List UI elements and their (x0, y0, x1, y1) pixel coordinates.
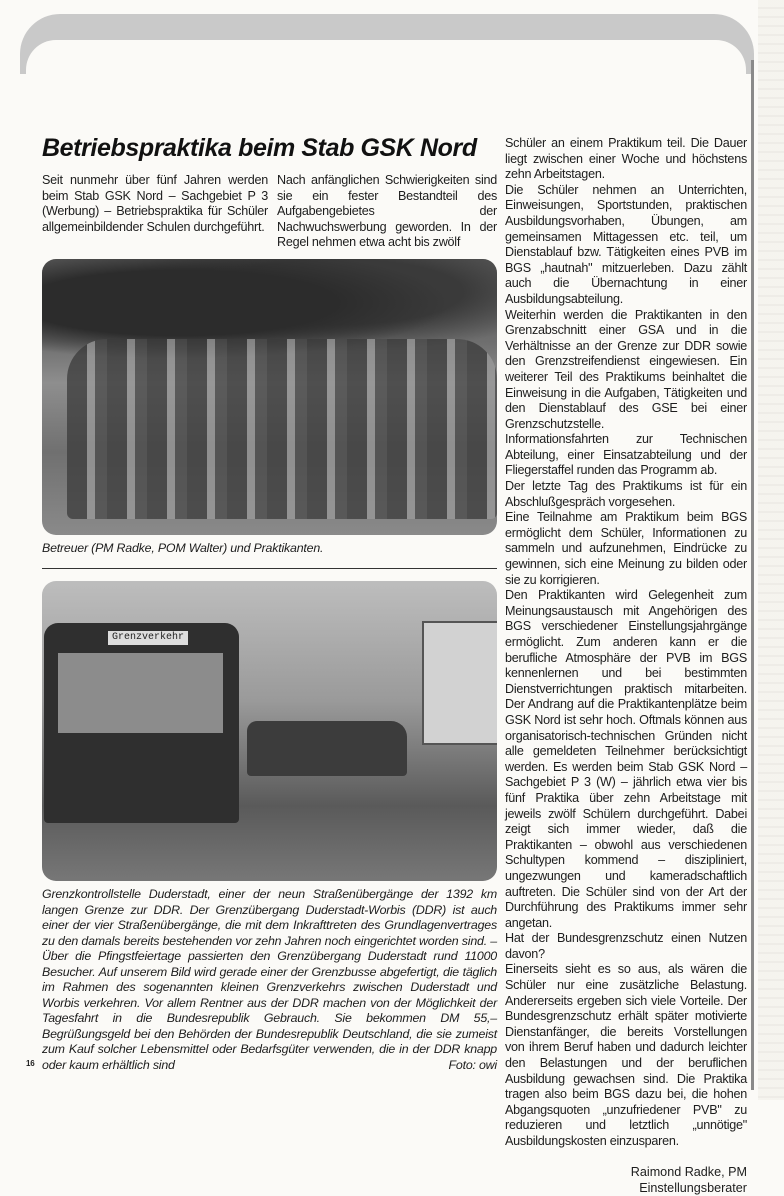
photo-caption: Betreuer (PM Radke, POM Walter) und Praktikanten. (42, 540, 324, 555)
right-section (505, 136, 747, 1196)
group-of-people (67, 339, 497, 519)
intro-column-1 (42, 173, 268, 251)
scan-edge (758, 0, 784, 1100)
paragraph: Der letzte Tag des Praktikums ist für ein Abschlußgespräch vorgesehen. (505, 479, 747, 509)
page-header-inner (26, 40, 746, 100)
main-column (505, 136, 747, 1150)
left-section (26, 133, 497, 1073)
paragraph: Die Schüler nehmen an Unterrichten, Einweisungen, Sportstunden, praktischen Ausbildungsvorhaben, Übungen, am gemeinsamen Mittagessen etc. teil, um Dienstablauf bzw. Tätigkeiten eines PVB im BGS „hautnah" mitzuerleben. Dazu zählt auch die Übernachtung in einer Ausbildungsabteilung. (505, 182, 747, 306)
page-right-border (751, 60, 754, 1090)
author-name: Raimond Radke, PM (630, 1164, 747, 1179)
photo-caption (26, 887, 497, 1073)
paragraph: Den Praktikanten wird Gelegenheit zum Meinungsaustausch mit Angehörigen des BGS verschiedener Einstellungsjahrgänge ermöglicht. Zum anderen kann er die berufliche Atmosphäre der PVB im BGS kennenlernen und bei bestimmten Dienstverrichtungen praktisch mitarbeiten. Der Andrang auf die Praktikantenplätze beim GSK Nord ist sehr hoch. Oftmals können aus organisatorisch-technischen Gründen nicht alle gemeldeten Teilnehmer berücksichtigt werden. Es werden beim Stab GSK Nord – Sachgebiet P 3 (W) – jährlich etwa vier bis fünf Praktika über zehn Arbeitstage mit jeweils zwölf Schülern durchgeführt. Dabei zeigt sich immer wieder, daß die Praktikanten – obwohl aus verschiedenen Schultypen kommend – diszipliniert, ungezwungen und kameradschaftlich auftreten. Die Schüler sind von der Art der Durchführung des Praktikums immer sehr angetan. (505, 588, 747, 930)
photo-credit: Foto: owi (448, 1057, 497, 1072)
bus (44, 623, 239, 823)
group-photo (42, 259, 497, 535)
article-title: Betriebspraktika beim Stab GSK Nord (42, 134, 477, 162)
paragraph: Informationsfahrten zur Technischen Abteilung, einer Einsatzabteilung und der Fliegerstaffel runden das Programm ab. (505, 432, 747, 478)
author-signature (505, 1164, 747, 1196)
bus-windshield (58, 653, 223, 733)
paragraph: Schüler an einem Praktikum teil. Die Dauer liegt zwischen einer Woche und höchstens zehn Arbeitstagen. (505, 136, 747, 182)
paragraph: Einerseits sieht es so aus, als wären die Schüler nur eine zusätzliche Belastung. Andererseits ergeben sich viele Vorteile. Der Bundesgrenzschutz erhält später motivierte Dienstanfänger, die bereits Vorstellungen von ihrem Beruf haben und dadurch leichter den Belastungen und der beruflichen Ausbildung gewachsen sind. Die Praktika tragen also beim BGS dazu bei, die hohen Abgangsquoten „unzufriedener PVB" zu reduzieren und letztlich „unnötige" Ausbildungskosten einzusparen. (505, 962, 747, 1148)
page-number: 16 (26, 1058, 35, 1068)
car (247, 721, 407, 776)
intro-columns (42, 173, 497, 251)
checkpoint-booth (422, 621, 497, 745)
paragraph: Weiterhin werden die Praktikanten in den Grenzabschnitt einer GSA und in die Verhältnisse an der Grenze zur DDR sowie den Grenzstreifendienst eingewiesen. Ein weiterer Teil des Praktikums beinhaltet die Einweisung in die Aufgaben, Tätigkeiten und den Dienstablauf des GSE bei einer Grenzschutzstelle. (505, 307, 747, 431)
paragraph: Nach anfänglichen Schwierigkeiten sind sie ein fester Bestandteil des Aufgabengebietes der Nachwuchswerbung geworden. In der Regel nehmen etwa acht bis zwölf (277, 173, 497, 250)
author-role: Einstellungsberater (639, 1180, 747, 1195)
paragraph: Hat der Bundesgrenzschutz einen Nutzen davon? (505, 931, 747, 961)
intro-column-2 (277, 173, 497, 251)
paragraph: Seit nunmehr über fünf Jahren werden beim Stab GSK Nord – Sachgebiet P 3 (Werbung) – Betriebspraktika für Schüler allgemeinbildender Schulen durchgeführt. (42, 173, 268, 234)
paragraph: Eine Teilnahme am Praktikum beim BGS ermöglicht dem Schüler, Informationen zu sammeln und aufzunehmen, Eindrücke zu gewinnen, sich eine Meinung zu bilden oder sie zu korrigieren. (505, 510, 747, 587)
border-crossing-photo (42, 581, 497, 881)
divider (42, 568, 497, 569)
bus-destination-sign: Grenzverkehr (108, 631, 188, 645)
caption-text: Grenzkontrollstelle Duderstadt, einer der neun Straßenübergänge der 1392 km langen Grenze zur DDR. Der Grenzübergang Duderstadt-Worbis (DDR) ist auch einer der vier Straßenübergänge, die mit dem Inkrafttreten des Grundlagenvertrages zu den damals bereits bestehenden vor zehn Jahren noch eingerichtet worden sind. – Über die Pfingstfeiertage passierten den Grenzübergang Duderstadt rund 11000 Besucher. Auf unserem Bild wird gerade einer der Grenzbusse abgefertigt, die täglich im Rahmen des sogenannten kleinen Grenzverkehrs zwischen Duderstadt und Worbis verkehren. Vor allem Rentner aus der DDR machen von der Möglichkeit der Tagesfahrt in die Bundesrepublik Gebrauch. Sie bekommen DM 55,– Begrüßungsgeld bei den Behörden der Bundesrepublik Deutschland, die sie zumeist zum Kauf solcher Lebensmittel oder Bedarfsgüter verwenden, die in der DDR knapp oder kaum erhältlich sind (42, 887, 497, 1072)
